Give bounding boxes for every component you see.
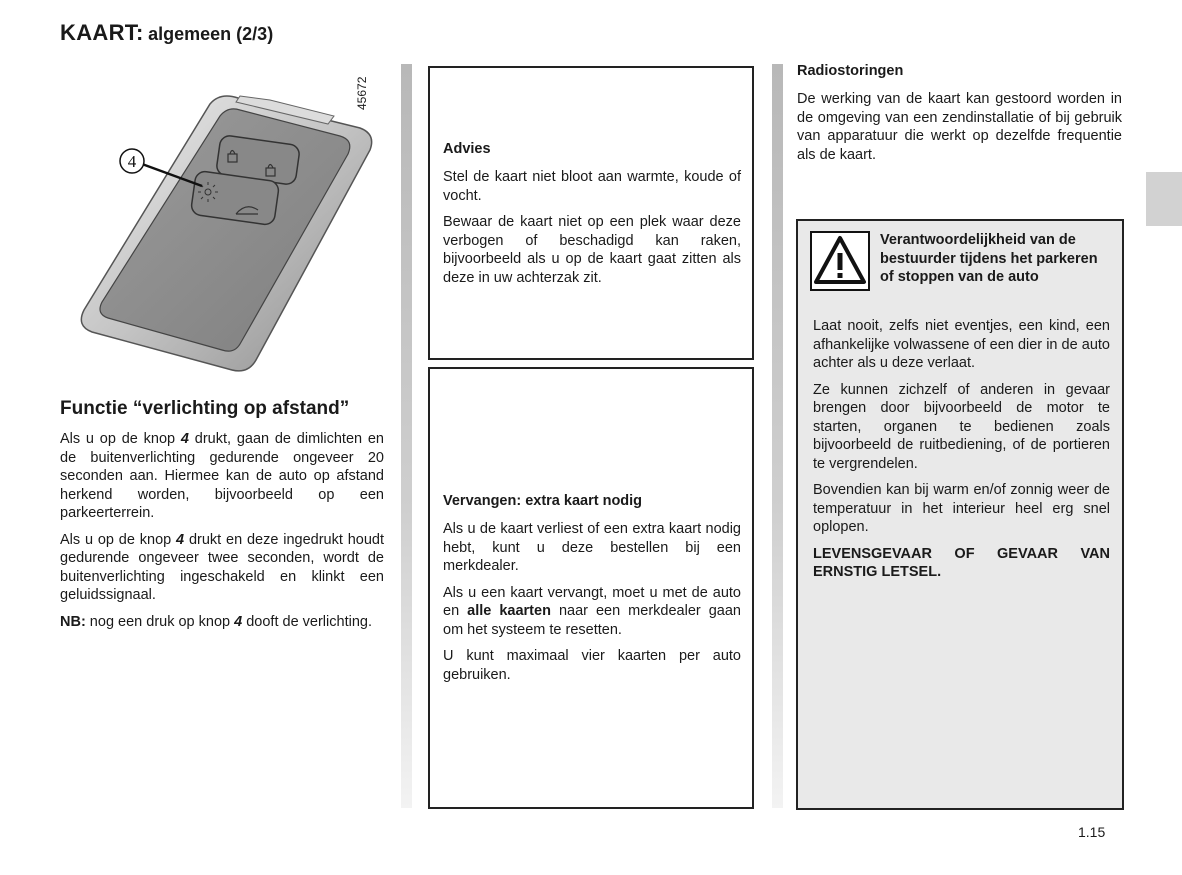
page-title xyxy=(60,20,273,46)
replace-title: Vervangen: extra kaart nodig xyxy=(443,493,643,509)
warning-triangle-icon xyxy=(810,231,870,291)
callout-4-label: 4 xyxy=(127,152,137,171)
radio-title: Radiostoringen xyxy=(797,63,904,79)
replace-card-box xyxy=(428,367,754,809)
page-number: 1.15 xyxy=(1078,824,1106,840)
advice-title: Advies xyxy=(443,141,491,157)
remote-lighting-text xyxy=(60,430,384,639)
advice-text xyxy=(443,168,741,295)
remote-lighting-paragraph-2: Als u op de knop 4 drukt en deze ingedrukt houdt gedurende ongeveer twee seconden, wordt de buitenverlichting ingeschakeld en klinkt een geluidssignaal. xyxy=(60,531,384,603)
chapter-tab xyxy=(1146,172,1182,226)
warning-text xyxy=(813,317,1110,590)
replace-paragraph-3: U kunt maximaal vier kaarten per auto gebruiken. xyxy=(443,648,741,683)
warning-paragraph-1: Laat nooit, zelfs niet eventjes, een kind, een afhankelijke volwassene of een dier in de auto achter als u deze verlaat. xyxy=(813,318,1110,371)
radio-paragraph-1: De werking van de kaart kan gestoord worden in de omgeving van een zendinstallatie of bij gebruik van apparatuur die werkt op dezelfde frequentie als de kaart. xyxy=(797,91,1122,163)
warning-box xyxy=(796,219,1124,810)
remote-lighting-note: NB: nog een druk op knop 4 dooft de verlichting. xyxy=(60,613,372,630)
warning-paragraph-2: Ze kunnen zichzelf of anderen in gevaar brengen door bijvoorbeeld de motor te starten, organen te bedienen zoals bijvoorbeeld de ruitbediening, of de portieren te vergrendelen. xyxy=(813,381,1110,472)
remote-lighting-heading: Functie “verlichting op afstand” xyxy=(60,398,350,419)
warning-title: Verantwoordelijkheid van de bestuurder tijdens het parkeren of stoppen van de auto xyxy=(880,232,1098,285)
radio-text xyxy=(797,90,1122,172)
replace-paragraph-2: Als u een kaart vervangt, moet u met de auto en alle kaarten naar een merkdealer gaan om het systeem te resetten. xyxy=(443,584,741,638)
column-divider-left xyxy=(401,64,412,808)
remote-lighting-paragraph-1: Als u op de knop 4 drukt, gaan de dimlichten en de buitenverlichting gedurende ongeveer 20 seconden aan. Hiermee kan de auto op afstand herkend worden, bijvoorbeeld op een parkeerterrein. xyxy=(60,431,384,521)
warning-paragraph-4: LEVENSGEVAAR OF GEVAAR VAN ERNSTIG LETSEL. xyxy=(813,545,1110,580)
title-sub: algemeen (2/3) xyxy=(148,24,274,44)
advice-paragraph-1: Stel de kaart niet bloot aan warmte, koude of vocht. xyxy=(443,169,741,204)
figure-number: 45672 xyxy=(355,76,369,110)
warning-paragraph-3: Bovendien kan bij warm en/of zonnig weer de temperatuur in het interieur heel erg snel oplopen. xyxy=(813,482,1110,535)
advice-paragraph-2: Bewaar de kaart niet op een plek waar deze verbogen of beschadigd kan raken, bijvoorbeeld als u op de kaart gaat zitten als deze in uw achterzak zit. xyxy=(443,214,741,286)
title-main: KAART: xyxy=(60,20,144,45)
replace-paragraph-1: Als u de kaart verliest of een extra kaart nodig hebt, kunt u deze bestellen bij een merkdealer. xyxy=(443,521,741,574)
key-card-figure xyxy=(60,60,390,390)
column-divider-right xyxy=(772,64,783,808)
advice-box xyxy=(428,66,754,360)
key-card-illustration xyxy=(60,60,390,390)
replace-text xyxy=(443,520,741,692)
